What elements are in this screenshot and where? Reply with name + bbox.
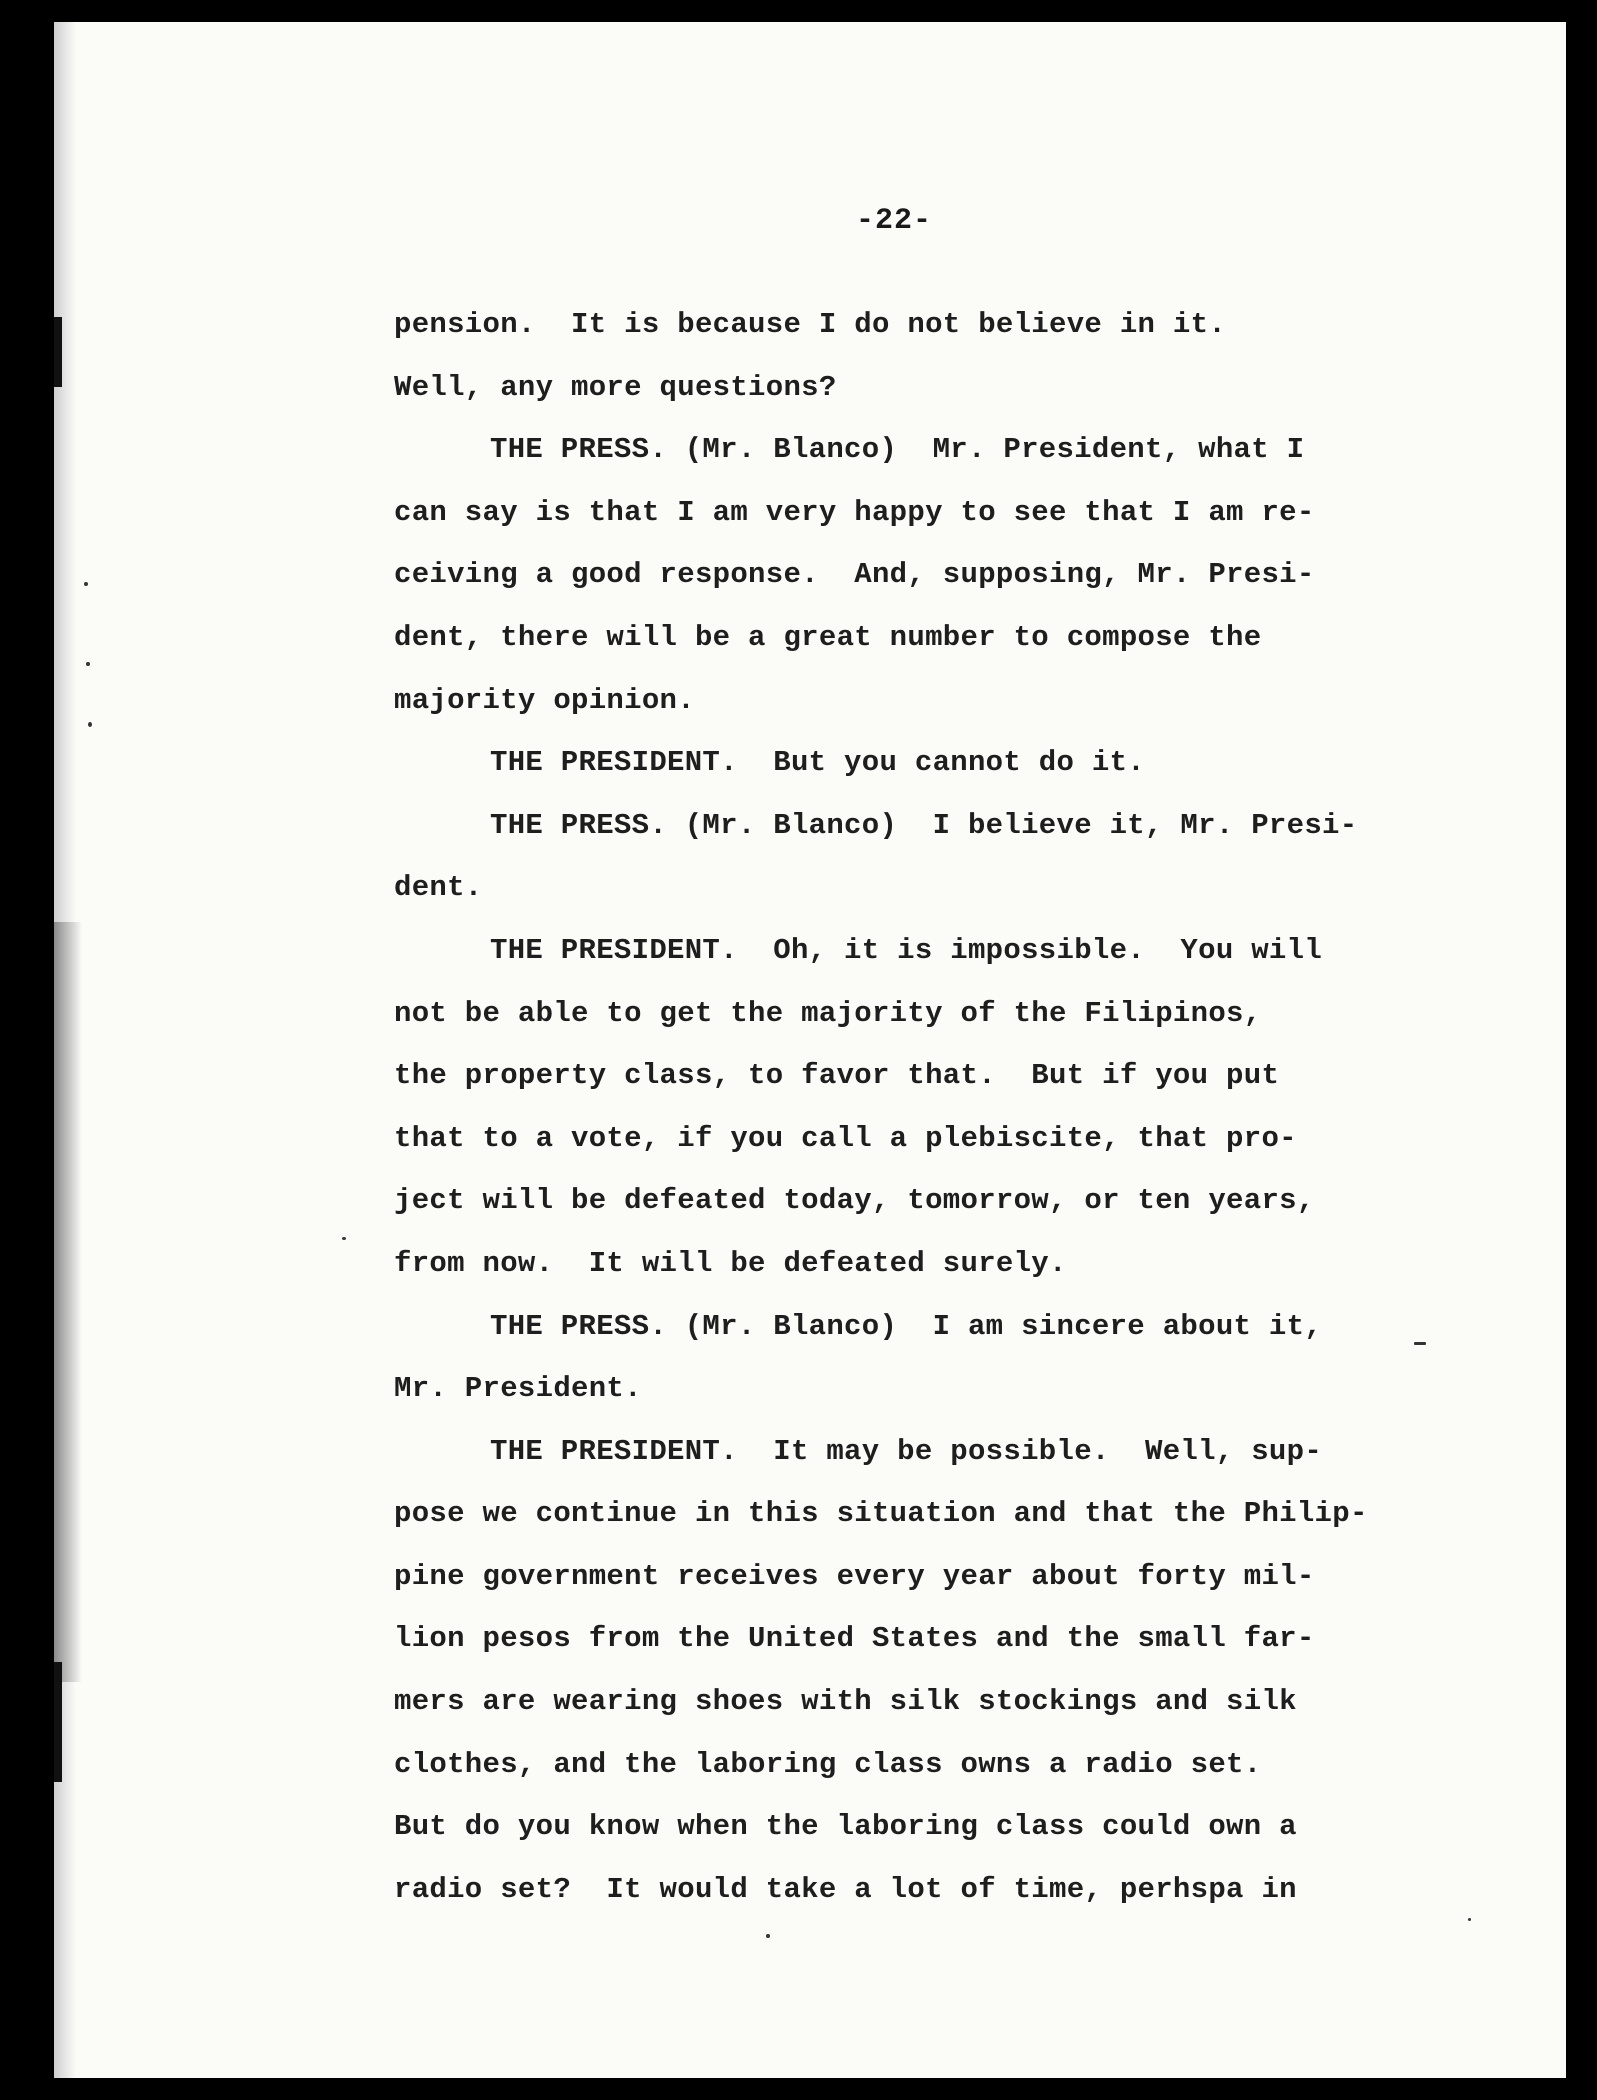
text-line: from now. It will be defeated surely. — [394, 1246, 1067, 1280]
text-line: mers are wearing shoes with silk stockings and silk — [394, 1685, 1297, 1719]
text-line: radio set? It would take a lot of time, perhspa in — [394, 1872, 1297, 1906]
scan-speck — [86, 662, 90, 666]
scan-edge-mark — [54, 1662, 62, 1782]
text-line: pine government receives every year about forty mil- — [394, 1559, 1315, 1593]
text-line: can say is that I am very happy to see that I am re- — [394, 495, 1315, 529]
page-number: -22- — [855, 204, 932, 238]
text-line: ceiving a good response. And, supposing, Mr. Presi- — [394, 558, 1315, 592]
text-line: THE PRESS. (Mr. Blanco) I believe it, Mr. Presi- — [490, 808, 1358, 842]
text-line: the property class, to favor that. But if you put — [394, 1059, 1280, 1093]
text-line: majority opinion. — [394, 683, 695, 717]
text-line: Mr. President. — [394, 1372, 642, 1406]
document-page — [54, 22, 1566, 2078]
text-line: dent, there will be a great number to compose the — [394, 620, 1262, 654]
text-line: THE PRESS. (Mr. Blanco) Mr. President, what I — [490, 433, 1305, 467]
text-line: pose we continue in this situation and that the Philip- — [394, 1497, 1368, 1531]
text-line: pension. It is because I do not believe in it. — [394, 308, 1227, 341]
text-line: But do you know when the laboring class could own a — [394, 1810, 1297, 1844]
scan-speck — [88, 722, 92, 727]
text-line: clothes, and the laboring class owns a radio set. — [394, 1747, 1262, 1781]
scan-edge-strip — [54, 922, 82, 1682]
text-line: THE PRESIDENT. Oh, it is impossible. You will — [490, 933, 1323, 967]
text-line: Well, any more questions? — [394, 370, 837, 404]
scan-speck — [342, 1237, 346, 1240]
text-line: THE PRESS. (Mr. Blanco) I am sincere about it, — [490, 1309, 1323, 1343]
text-line: dent. — [394, 871, 483, 905]
text-line: THE PRESIDENT. It may be possible. Well, sup- — [490, 1434, 1323, 1468]
text-line: that to a vote, if you call a plebiscite, that pro- — [394, 1121, 1297, 1155]
scan-speck — [1468, 1918, 1471, 1921]
scan-speck — [766, 1934, 770, 1938]
text-line: not be able to get the majority of the Filipinos, — [394, 996, 1262, 1030]
text-line: ject will be defeated today, tomorrow, or ten years, — [394, 1184, 1315, 1218]
text-line: THE PRESIDENT. But you cannot do it. — [490, 746, 1146, 780]
text-line: lion pesos from the United States and the small far- — [394, 1622, 1315, 1656]
scan-speck — [84, 582, 88, 586]
transcript-body — [394, 294, 1454, 1921]
scan-edge-mark — [54, 317, 62, 387]
